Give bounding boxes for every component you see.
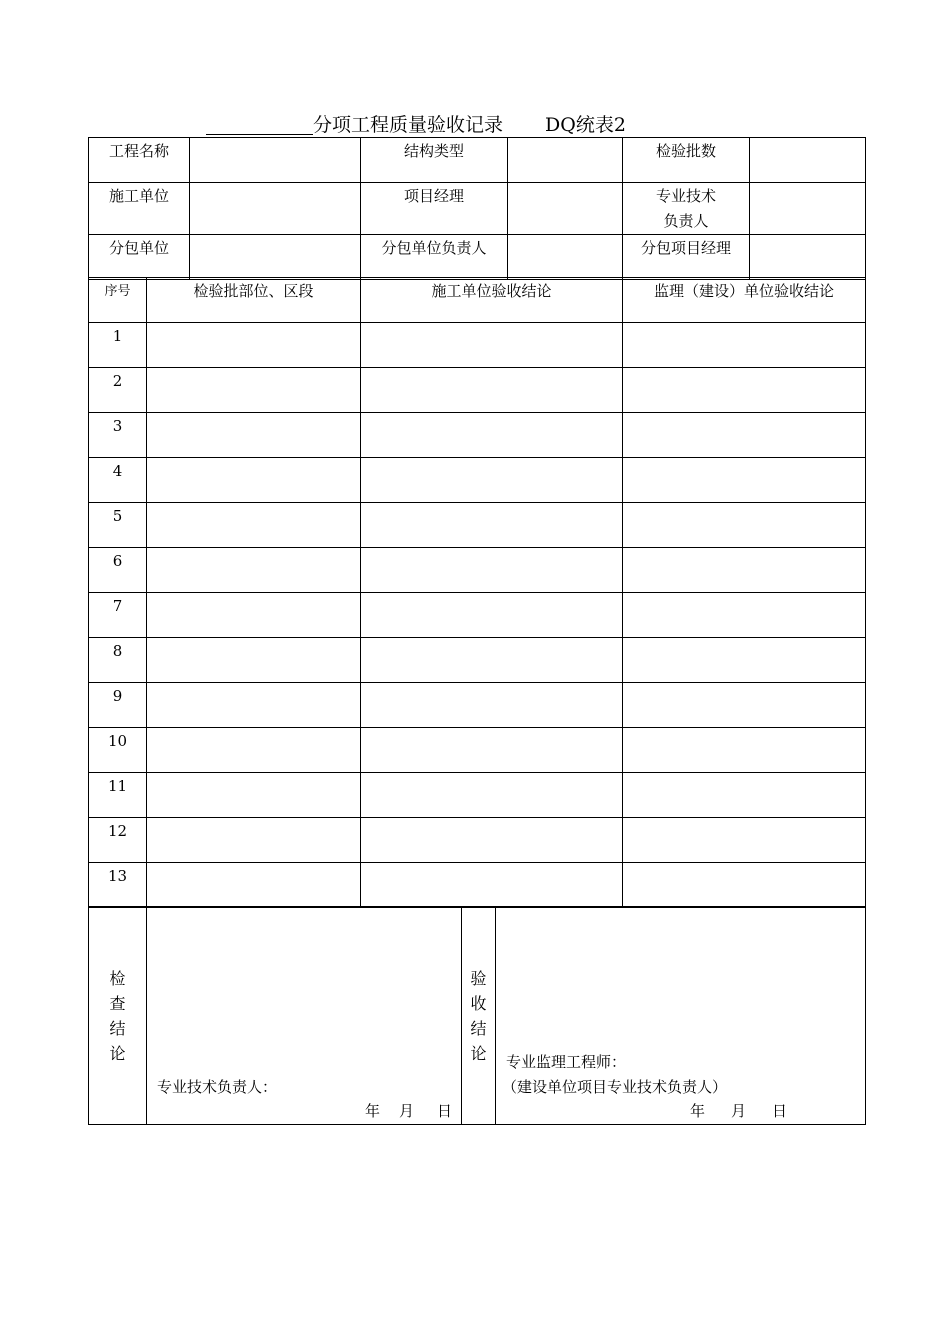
date-day: 日 bbox=[437, 1102, 453, 1120]
row-seq: 3 bbox=[89, 413, 147, 458]
construction-conclusion-cell[interactable] bbox=[361, 863, 623, 908]
subcontractor-lead-label: 分包单位负责人 bbox=[361, 235, 508, 280]
table-row bbox=[89, 458, 866, 503]
supervision-conclusion-cell[interactable] bbox=[623, 683, 866, 728]
acceptance-signer-label: 专业监理工程师： bbox=[506, 1053, 627, 1071]
row-seq: 8 bbox=[89, 638, 147, 683]
location-cell[interactable] bbox=[147, 548, 361, 593]
project-name-field[interactable] bbox=[190, 138, 361, 183]
check-conclusion-field[interactable] bbox=[147, 907, 462, 1125]
supervision-conclusion-cell[interactable] bbox=[623, 368, 866, 413]
date-year: 年 bbox=[690, 1102, 706, 1120]
supervision-conclusion-cell[interactable] bbox=[623, 503, 866, 548]
construction-unit-label: 施工单位 bbox=[89, 183, 190, 235]
construction-conclusion-cell[interactable] bbox=[361, 773, 623, 818]
row-seq: 2 bbox=[89, 368, 147, 413]
acceptance-conclusion-char: 论 bbox=[470, 1043, 487, 1063]
row-seq: 6 bbox=[89, 548, 147, 593]
location-cell[interactable] bbox=[147, 413, 361, 458]
construction-unit-field[interactable] bbox=[190, 183, 361, 235]
construction-conclusion-cell[interactable] bbox=[361, 458, 623, 503]
construction-conclusion-cell[interactable] bbox=[361, 548, 623, 593]
location-cell[interactable] bbox=[147, 683, 361, 728]
tech-lead-label-line1: 专业技术 bbox=[655, 187, 716, 205]
form-code: DQ统表2 bbox=[545, 114, 626, 136]
table-row bbox=[89, 818, 866, 863]
acceptance-date bbox=[690, 1099, 787, 1124]
construction-conclusion-cell[interactable] bbox=[361, 818, 623, 863]
batch-count-field[interactable] bbox=[750, 138, 866, 183]
supervision-conclusion-cell[interactable] bbox=[623, 458, 866, 503]
supervision-conclusion-cell[interactable] bbox=[623, 548, 866, 593]
title-blank-line[interactable] bbox=[206, 114, 313, 135]
header-table bbox=[88, 137, 866, 280]
date-day: 日 bbox=[772, 1102, 788, 1120]
table-header-row bbox=[89, 278, 866, 323]
location-cell[interactable] bbox=[147, 728, 361, 773]
check-date bbox=[365, 1099, 452, 1124]
table-row bbox=[89, 728, 866, 773]
location-cell[interactable] bbox=[147, 773, 361, 818]
col-seq-header: 序号 bbox=[89, 278, 147, 323]
table-row bbox=[89, 773, 866, 818]
subcontractor-lead-field[interactable] bbox=[508, 235, 623, 280]
tech-lead-field[interactable] bbox=[750, 183, 866, 235]
supervision-conclusion-cell[interactable] bbox=[623, 638, 866, 683]
subcontractor-label: 分包单位 bbox=[89, 235, 190, 280]
table-row bbox=[89, 863, 866, 908]
supervision-conclusion-cell[interactable] bbox=[623, 863, 866, 908]
construction-conclusion-cell[interactable] bbox=[361, 323, 623, 368]
check-conclusion-char: 论 bbox=[109, 1043, 126, 1063]
acceptance-conclusion-char: 验 bbox=[470, 968, 487, 988]
location-cell[interactable] bbox=[147, 503, 361, 548]
page-title bbox=[206, 112, 766, 138]
row-seq: 5 bbox=[89, 503, 147, 548]
construction-conclusion-cell[interactable] bbox=[361, 683, 623, 728]
table-row bbox=[89, 368, 866, 413]
row-seq: 7 bbox=[89, 593, 147, 638]
location-cell[interactable] bbox=[147, 368, 361, 413]
col-supervision-conclusion-header: 监理（建设）单位验收结论 bbox=[623, 278, 866, 323]
supervision-conclusion-cell[interactable] bbox=[623, 818, 866, 863]
construction-conclusion-cell[interactable] bbox=[361, 728, 623, 773]
tech-lead-label-line2: 负责人 bbox=[663, 212, 709, 230]
location-cell[interactable] bbox=[147, 638, 361, 683]
col-location-header: 检验批部位、区段 bbox=[147, 278, 361, 323]
construction-conclusion-cell[interactable] bbox=[361, 413, 623, 458]
row-seq: 9 bbox=[89, 683, 147, 728]
table-row bbox=[89, 593, 866, 638]
location-cell[interactable] bbox=[147, 863, 361, 908]
construction-conclusion-cell[interactable] bbox=[361, 593, 623, 638]
supervision-conclusion-cell[interactable] bbox=[623, 413, 866, 458]
table-row bbox=[89, 683, 866, 728]
inspection-batch-table bbox=[88, 277, 866, 908]
supervision-conclusion-cell[interactable] bbox=[623, 728, 866, 773]
project-name-label: 工程名称 bbox=[89, 138, 190, 183]
supervision-conclusion-cell[interactable] bbox=[623, 593, 866, 638]
location-cell[interactable] bbox=[147, 458, 361, 503]
location-cell[interactable] bbox=[147, 323, 361, 368]
table-row bbox=[89, 503, 866, 548]
subcontractor-field[interactable] bbox=[190, 235, 361, 280]
col-construction-conclusion-header: 施工单位验收结论 bbox=[361, 278, 623, 323]
row-seq: 10 bbox=[89, 728, 147, 773]
structure-type-field[interactable] bbox=[508, 138, 623, 183]
acceptance-conclusion-char: 收 bbox=[470, 993, 487, 1013]
acceptance-conclusion-label bbox=[462, 907, 496, 1125]
subcontract-manager-label: 分包项目经理 bbox=[623, 235, 750, 280]
row-seq: 4 bbox=[89, 458, 147, 503]
check-conclusion-char: 查 bbox=[109, 993, 126, 1013]
table-row bbox=[89, 323, 866, 368]
construction-conclusion-cell[interactable] bbox=[361, 638, 623, 683]
table-row bbox=[89, 638, 866, 683]
structure-type-label: 结构类型 bbox=[361, 138, 508, 183]
acceptance-conclusion-char: 结 bbox=[470, 1018, 487, 1038]
table-row bbox=[89, 548, 866, 593]
location-cell[interactable] bbox=[147, 818, 361, 863]
row-seq: 1 bbox=[89, 323, 147, 368]
construction-conclusion-cell[interactable] bbox=[361, 368, 623, 413]
project-manager-label: 项目经理 bbox=[361, 183, 508, 235]
check-conclusion-char: 检 bbox=[109, 968, 126, 988]
row-seq: 13 bbox=[89, 863, 147, 908]
check-conclusion-label bbox=[89, 907, 147, 1125]
title-main: 分项工程质量验收记录 bbox=[313, 114, 504, 136]
check-signer-label: 专业技术负责人： bbox=[157, 1078, 278, 1096]
row-seq: 11 bbox=[89, 773, 147, 818]
batch-count-label: 检验批数 bbox=[623, 138, 750, 183]
conclusion-table bbox=[88, 906, 866, 1125]
subcontract-manager-field[interactable] bbox=[750, 235, 866, 280]
date-month: 月 bbox=[731, 1102, 747, 1120]
check-conclusion-char: 结 bbox=[109, 1018, 126, 1038]
row-seq: 12 bbox=[89, 818, 147, 863]
date-year: 年 bbox=[365, 1102, 381, 1120]
acceptance-conclusion-field[interactable] bbox=[496, 907, 866, 1125]
date-month: 月 bbox=[399, 1102, 415, 1120]
tech-lead-label bbox=[623, 183, 750, 235]
acceptance-signer-sublabel: （建设单位项目专业技术负责人） bbox=[502, 1078, 728, 1096]
supervision-conclusion-cell[interactable] bbox=[623, 323, 866, 368]
location-cell[interactable] bbox=[147, 593, 361, 638]
supervision-conclusion-cell[interactable] bbox=[623, 773, 866, 818]
construction-conclusion-cell[interactable] bbox=[361, 503, 623, 548]
table-row bbox=[89, 413, 866, 458]
project-manager-field[interactable] bbox=[508, 183, 623, 235]
